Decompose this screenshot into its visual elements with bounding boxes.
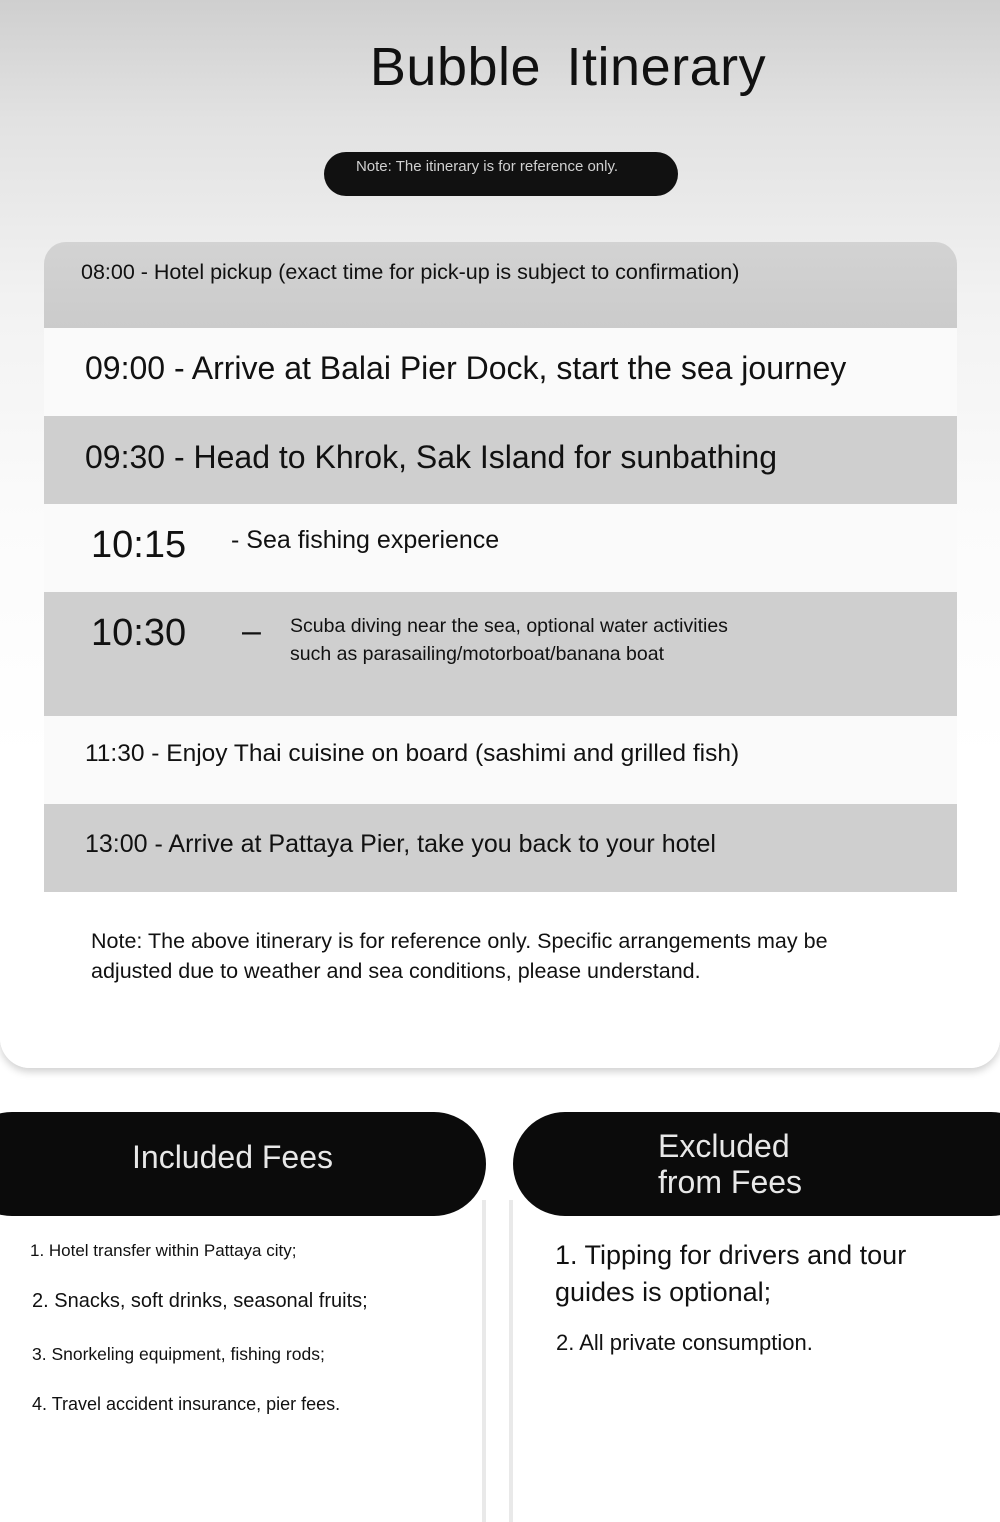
schedule-activity-line1: Scuba diving near the sea, optional water activities xyxy=(290,615,728,637)
included-item: 4. Travel accident insurance, pier fees. xyxy=(32,1394,341,1414)
excluded-item: 2. All private consumption. xyxy=(556,1330,813,1355)
page-title: Bubble Itinerary xyxy=(369,37,767,97)
excluded-item-line2: guides is optional; xyxy=(555,1277,772,1307)
schedule-activity-line2: such as parasailing/motorboat/banana boat xyxy=(290,643,665,665)
schedule-activity: - Sea fishing experience xyxy=(231,526,500,554)
excluded-item-line1: 1. Tipping for drivers and tour xyxy=(555,1240,907,1270)
schedule-time: 10:30 xyxy=(91,612,187,654)
schedule-text: 11:30 - Enjoy Thai cuisine on board (sashimi and grilled fish) xyxy=(85,740,740,767)
excluded-fees-title-line1: Excluded xyxy=(658,1128,790,1164)
schedule-row-1130 xyxy=(44,716,957,804)
excluded-fees-title-line2: from Fees xyxy=(658,1164,803,1200)
schedule-dash: – xyxy=(242,612,261,650)
schedule-row-0930 xyxy=(44,416,957,504)
schedule-row-1300 xyxy=(44,804,957,892)
included-fees-header xyxy=(0,1112,486,1216)
excluded-fees-header xyxy=(513,1112,1000,1216)
schedule-row-1015 xyxy=(44,504,957,592)
included-item: 1. Hotel transfer within Pattaya city; xyxy=(30,1241,297,1260)
schedule-text: 09:30 - Head to Khrok, Sak Island for sunbathing xyxy=(85,439,777,475)
schedule-row-0800 xyxy=(44,242,957,328)
reference-note-badge: Note: The itinerary is for reference only. xyxy=(324,152,678,196)
schedule-row-0900 xyxy=(44,328,957,416)
schedule-time: 10:15 xyxy=(91,524,187,566)
included-item: 2. Snacks, soft drinks, seasonal fruits; xyxy=(32,1290,368,1312)
included-item: 3. Snorkeling equipment, fishing rods; xyxy=(32,1344,325,1364)
schedule-text: 08:00 - Hotel pickup (exact time for pick-up is subject to confirmation) xyxy=(81,260,740,284)
schedule-row-1030 xyxy=(44,592,957,716)
schedule-text: 13:00 - Arrive at Pattaya Pier, take you back to your hotel xyxy=(85,830,716,858)
itinerary-footnote: Note: The above itinerary is for reference only. Specific arrangements may be adjusted due to weather and sea conditions, please understand. xyxy=(91,929,828,983)
included-column-divider xyxy=(482,1200,486,1522)
schedule-text: 09:00 - Arrive at Balai Pier Dock, start the sea journey xyxy=(85,350,847,386)
included-fees-title: Included Fees xyxy=(132,1139,334,1175)
excluded-column-divider xyxy=(509,1200,513,1522)
